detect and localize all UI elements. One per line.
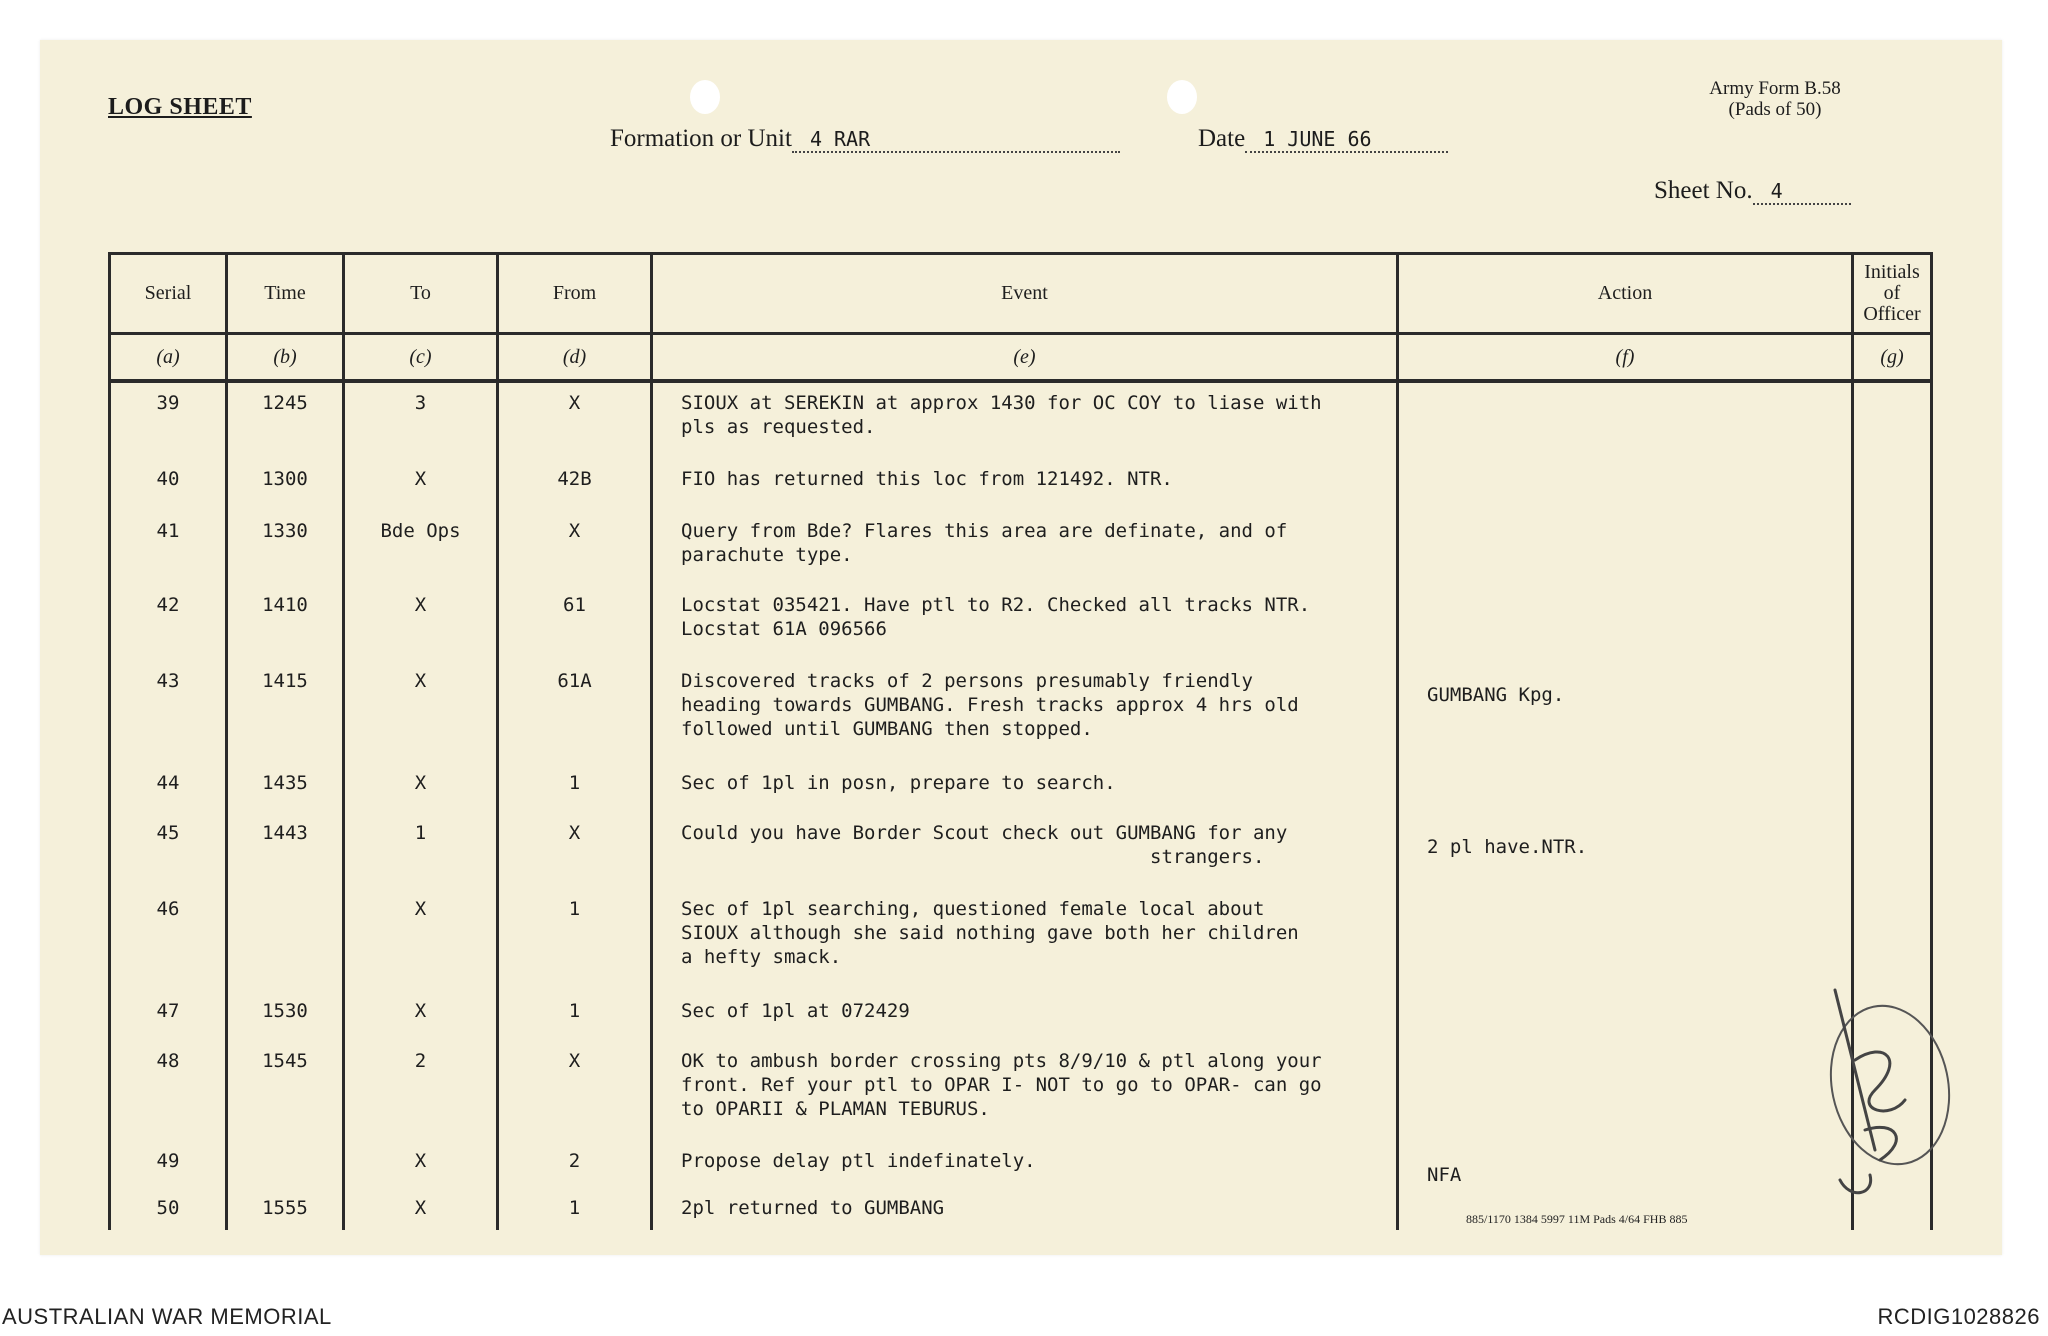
from-cell: 1 — [498, 1188, 652, 1230]
initials-cell — [1853, 661, 1932, 763]
action-cell — [1398, 381, 1853, 459]
sheet-number-label: Sheet No. — [1654, 177, 1753, 204]
time-cell: 1300 — [227, 459, 344, 511]
time-cell: 1443 — [227, 813, 344, 889]
serial-cell: 45 — [110, 813, 227, 889]
to-cell: X — [344, 991, 498, 1041]
from-cell: X — [498, 813, 652, 889]
serial-cell: 42 — [110, 585, 227, 661]
time-cell: 1415 — [227, 661, 344, 763]
time-cell: 1555 — [227, 1188, 344, 1230]
event-cell: Locstat 035421. Have ptl to R2. Checked all tracks NTR. Locstat 61A 096566 — [652, 585, 1398, 661]
table-row — [110, 1041, 1932, 1141]
table-row — [110, 511, 1932, 585]
col-letter-b: (b) — [227, 334, 344, 382]
to-cell: X — [344, 889, 498, 991]
serial-cell: 39 — [110, 381, 227, 459]
army-form-pads: (Pads of 50) — [1728, 99, 1822, 120]
serial-cell: 43 — [110, 661, 227, 763]
col-header-to: To — [344, 254, 498, 334]
to-cell: X — [344, 763, 498, 813]
col-letter-e: (e) — [652, 334, 1398, 382]
col-header-serial: Serial — [110, 254, 227, 334]
to-cell: 3 — [344, 381, 498, 459]
time-cell: 1545 — [227, 1041, 344, 1141]
from-cell: 2 — [498, 1141, 652, 1188]
table-row — [110, 1141, 1932, 1188]
action-cell — [1398, 585, 1853, 661]
action-cell: GUMBANG Kpg. — [1398, 661, 1853, 763]
to-cell: X — [344, 1141, 498, 1188]
to-cell: 1 — [344, 813, 498, 889]
initials-cell — [1853, 585, 1932, 661]
serial-cell: 50 — [110, 1188, 227, 1230]
serial-cell: 47 — [110, 991, 227, 1041]
col-letter-f: (f) — [1398, 334, 1853, 382]
serial-cell: 48 — [110, 1041, 227, 1141]
initials-cell — [1853, 459, 1932, 511]
to-cell: X — [344, 585, 498, 661]
action-cell: 2 pl have.NTR. — [1398, 813, 1853, 889]
from-cell: 1 — [498, 991, 652, 1041]
col-letter-a: (a) — [110, 334, 227, 382]
army-form-number: Army Form B.58 — [1709, 78, 1841, 99]
log-rows — [110, 381, 1932, 1230]
initials-cell — [1853, 813, 1932, 889]
formation-label: Formation or Unit — [610, 125, 792, 152]
initials-line-1: Initials — [1864, 261, 1920, 283]
col-header-initials — [1853, 254, 1932, 334]
event-cell: FIO has returned this loc from 121492. NTR. — [652, 459, 1398, 511]
serial-cell: 49 — [110, 1141, 227, 1188]
from-cell: 1 — [498, 763, 652, 813]
serial-cell: 40 — [110, 459, 227, 511]
to-cell: Bde Ops — [344, 511, 498, 585]
time-cell: 1410 — [227, 585, 344, 661]
action-cell — [1398, 459, 1853, 511]
table-row — [110, 991, 1932, 1041]
event-cell: Propose delay ptl indefinately. — [652, 1141, 1398, 1188]
action-cell — [1398, 511, 1853, 585]
punch-hole-right — [1167, 80, 1197, 114]
footer-credit: AUSTRALIAN WAR MEMORIAL — [2, 1304, 332, 1329]
time-cell — [227, 889, 344, 991]
serial-cell: 44 — [110, 763, 227, 813]
event-cell: Sec of 1pl searching, questioned female local about SIOUX although she said nothing gave both her children a hefty smack. — [652, 889, 1398, 991]
sheet-number-value: 4 — [1753, 179, 1851, 205]
table-row — [110, 889, 1932, 991]
date-field — [1198, 125, 1448, 153]
formation-field — [610, 125, 1120, 153]
event-cell: Query from Bde? Flares this area are definate, and of parachute type. — [652, 511, 1398, 585]
from-cell: X — [498, 511, 652, 585]
event-cell: OK to ambush border crossing pts 8/9/10 & ptl along your front. Ref your ptl to OPAR I- NOT to go to OPAR- can go to OPARII & PLAMAN TEBURUS. — [652, 1041, 1398, 1141]
table-row — [110, 661, 1932, 763]
log-table — [108, 252, 1933, 1230]
table-row — [110, 813, 1932, 889]
event-cell: Discovered tracks of 2 persons presumably friendly heading towards GUMBANG. Fresh tracks approx 4 hrs old followed until GUMBANG then stopped. — [652, 661, 1398, 763]
from-cell: X — [498, 381, 652, 459]
time-cell: 1330 — [227, 511, 344, 585]
initials-cell — [1853, 889, 1932, 991]
initials-cell — [1853, 763, 1932, 813]
time-cell: 1435 — [227, 763, 344, 813]
serial-cell: 41 — [110, 511, 227, 585]
event-cell: Could you have Border Scout check out GUMBANG for any strangers. — [652, 813, 1398, 889]
col-header-from: From — [498, 254, 652, 334]
action-cell — [1398, 763, 1853, 813]
col-header-event: Event — [652, 254, 1398, 334]
event-cell: SIOUX at SEREKIN at approx 1430 for OC COY to liase with pls as requested. — [652, 381, 1398, 459]
event-cell: 2pl returned to GUMBANG — [652, 1188, 1398, 1230]
table-row — [110, 459, 1932, 511]
to-cell: X — [344, 661, 498, 763]
table-row — [110, 381, 1932, 459]
from-cell: 42B — [498, 459, 652, 511]
log-sheet-title: LOG SHEET — [108, 94, 252, 120]
initials-line-3: Officer — [1863, 303, 1921, 325]
event-cell: Sec of 1pl in posn, prepare to search. — [652, 763, 1398, 813]
to-cell: X — [344, 1188, 498, 1230]
action-cell: NFA — [1398, 1141, 1853, 1188]
initials-line-2: of — [1883, 282, 1901, 304]
serial-cell: 46 — [110, 889, 227, 991]
time-cell: 1530 — [227, 991, 344, 1041]
col-letter-d: (d) — [498, 334, 652, 382]
army-form-id — [1675, 78, 1875, 120]
header-row — [110, 254, 1932, 334]
to-cell: 2 — [344, 1041, 498, 1141]
date-value: 1 JUNE 66 — [1245, 127, 1448, 153]
table-row — [110, 585, 1932, 661]
event-cell: Sec of 1pl at 072429 — [652, 991, 1398, 1041]
col-letter-g: (g) — [1853, 334, 1932, 382]
printer-mark: 885/1170 1384 5997 11M Pads 4/64 FHB 885 — [1466, 1212, 1688, 1226]
from-cell: X — [498, 1041, 652, 1141]
col-letter-c: (c) — [344, 334, 498, 382]
sheet-number-field — [1654, 177, 1851, 205]
formation-value: 4 RAR — [792, 127, 1120, 153]
col-header-action: Action — [1398, 254, 1853, 334]
column-letter-row — [110, 334, 1932, 382]
from-cell: 61 — [498, 585, 652, 661]
action-cell — [1398, 1041, 1853, 1141]
punch-hole-left — [690, 80, 720, 114]
table-row — [110, 763, 1932, 813]
initials-cell — [1853, 381, 1932, 459]
action-cell — [1398, 889, 1853, 991]
to-cell: X — [344, 459, 498, 511]
from-cell: 61A — [498, 661, 652, 763]
footer-reference: RCDIG1028826 — [1877, 1304, 2040, 1329]
initials-cell — [1853, 511, 1932, 585]
action-cell — [1398, 991, 1853, 1041]
col-header-time: Time — [227, 254, 344, 334]
time-cell — [227, 1141, 344, 1188]
time-cell: 1245 — [227, 381, 344, 459]
officer-initials-signature — [1815, 980, 1965, 1220]
from-cell: 1 — [498, 889, 652, 991]
date-label: Date — [1198, 125, 1246, 152]
